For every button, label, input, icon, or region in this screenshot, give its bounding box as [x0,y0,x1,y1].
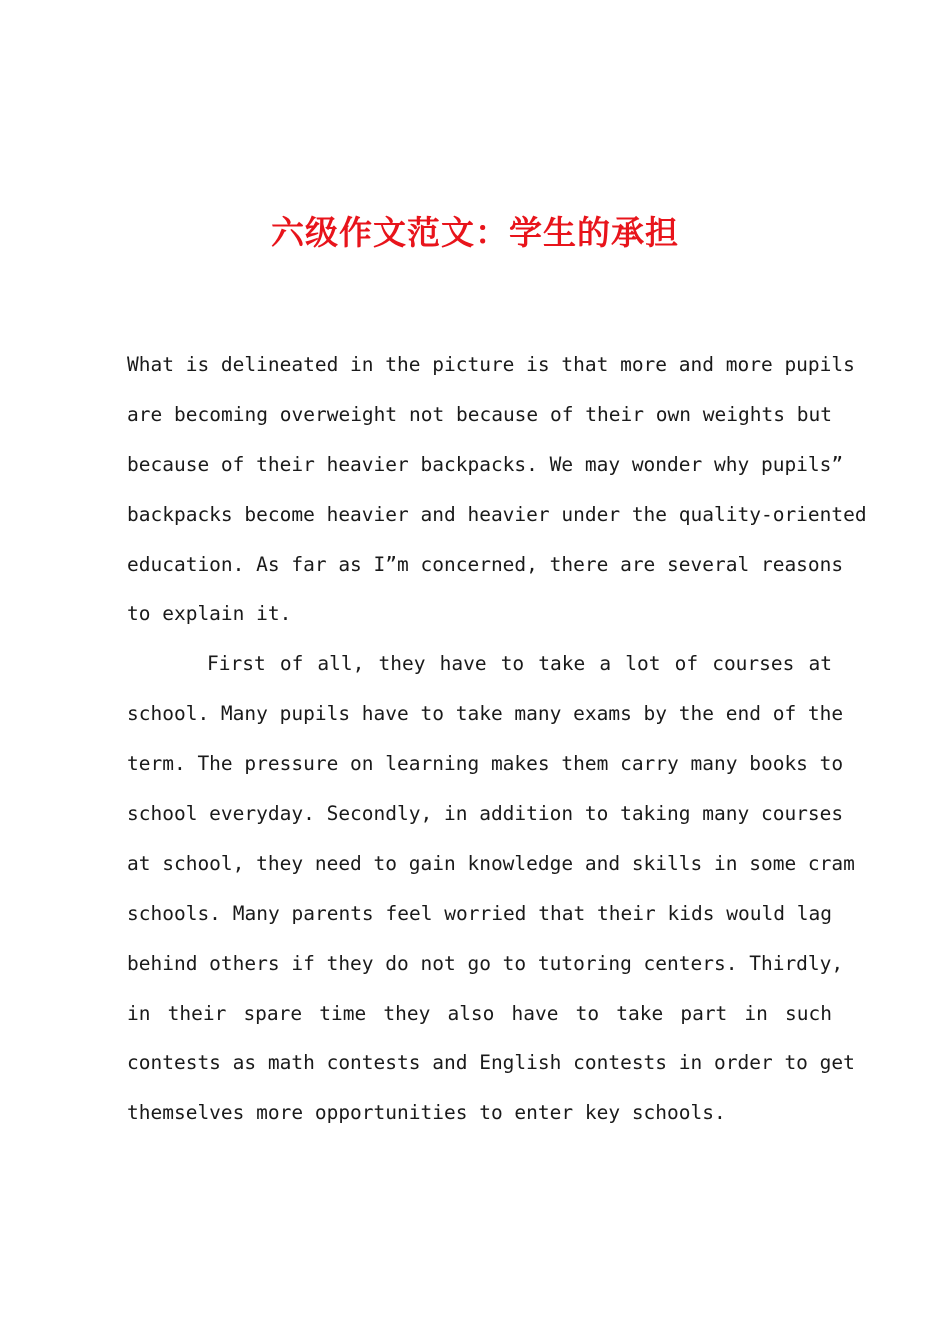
paragraph-1-line-1: What is delineated in the picture is that more and more pupils [127,353,855,376]
paragraph-2-line-5: at school, they need to gain knowledge and skills in some cram [127,851,855,875]
paragraph-2-line-3: term. The pressure on learning makes them carry many books to [127,752,844,776]
paragraph-2-line-6: schools. Many parents feel worried that their kids would lag [127,901,832,925]
paragraph-2-line-8: in their spare time they also have to take part in such [127,1001,832,1025]
paragraph-2-line-2: school. Many pupils have to take many exams by the end of the [127,702,844,726]
paragraph-1 [127,340,867,639]
document-body [127,340,867,1138]
paragraph-1-line-5: education. As far as I”m concerned, there are several reasons [127,552,844,576]
paragraph-2-line-7: behind others if they do not go to tutoring centers. Thirdly, [127,951,844,975]
paragraph-1-line-4: backpacks become heavier and heavier under the quality-oriented [127,502,867,526]
document-title: 六级作文范文：学生的承担 [271,213,679,252]
paragraph-1-line-3: because of their heavier backpacks. We may wonder why pupils” [127,452,844,476]
paragraph-1-line-2: are becoming overweight not because of their own weights but [127,402,832,426]
paragraph-2-line-1: First of all, they have to take a lot of courses at [207,652,832,676]
paragraph-1-line-6: to explain it. [127,602,292,626]
paragraph-2-line-9: contests as math contests and English contests in order to get [127,1051,855,1075]
paragraph-2-line-10: themselves more opportunities to enter key schools. [127,1101,726,1125]
paragraph-2-line-4: school everyday. Secondly, in addition to taking many courses [127,802,844,826]
paragraph-2 [127,639,855,1138]
